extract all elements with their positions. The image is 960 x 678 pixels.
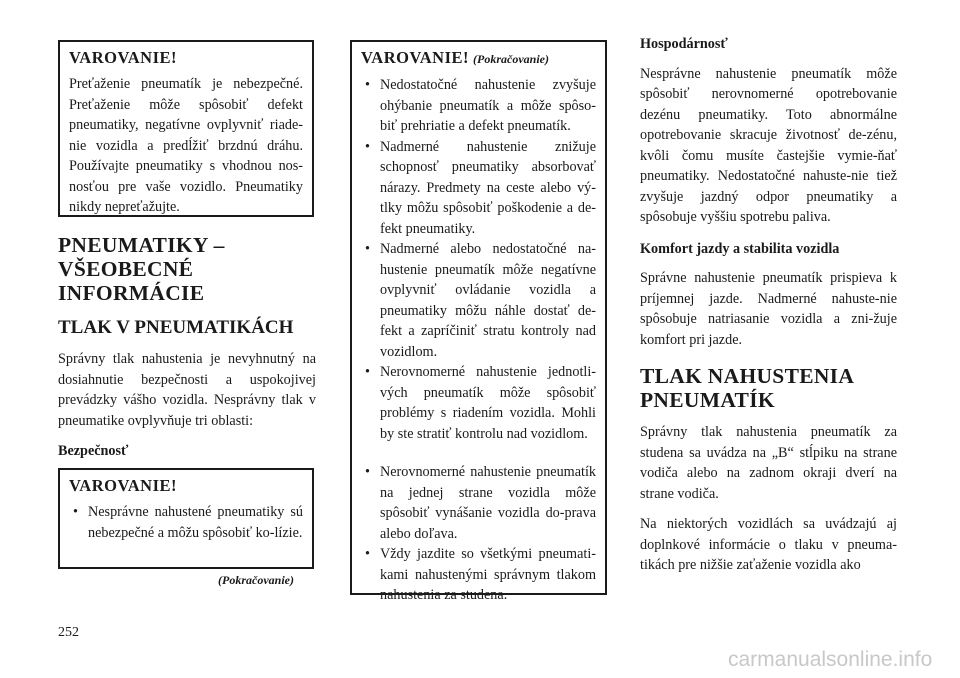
warning-title: VAROVANIE! [69, 48, 177, 67]
economy-text: Nesprávne nahustenie pneumatík môže spôsobiť nerovnomerné opotrebovanie dezénu pneumatiky. Toto abnormálne opotrebovanie skracuje životnosť de-zénu, kvôli čomu musíte častejšie vymie-ňať pneumatiky. Nedostatočné nahuste-nie tiež zvyšuje jazdný odpor pneumatiky a spôsobuje vyššiu spotrebu paliva. [640, 65, 897, 225]
warning-box-overload [58, 40, 314, 217]
warning-title: VAROVANIE! [69, 476, 177, 495]
tire-pressure-intro: Správny tlak nahustenia je nevyhnutný na dosiahnutie bezpečnosti a uspokojivej prevádzky vášho vozidla. Nesprávny tlak v pneumatike ovplyvňuje tri oblasti: [58, 351, 316, 429]
section-title-inflation-pressure: TLAK NAHUSTENIA PNEUMATÍK [640, 364, 853, 412]
warning-item: • Vždy jazdite so všetkými pneumati-kami nahustenými správnym tlakom nahustenia za studena. [361, 544, 596, 606]
watermark: carmanualsonline.info [728, 648, 933, 671]
inflation-para-1: Správny tlak nahustenia pneumatík za studena sa uvádza na „B“ stĺpiku na strane vodiča alebo na zadnom okraji dverí na strane vodiča. [640, 424, 897, 502]
warning-list [69, 502, 303, 543]
safety-label: Bezpečnosť [58, 443, 129, 459]
economy-label: Hospodárnosť [640, 36, 728, 52]
warning-title-text: VAROVANIE! [361, 48, 469, 67]
warning-box-continued [350, 40, 607, 603]
comfort-text: Správne nahustenie pneumatík prispieva k príjemnej jazde. Nadmerné nahuste-nie spôsobuje natriasanie vozidla a zni-žuje komfort pri jazde. [640, 270, 897, 348]
warning-text: Preťaženie pneumatík je nebezpečné. Preťaženie môže spôsobiť defekt pneumatiky, negatívne ovplyvniť riade-nie vozidla a predĺžiť brzdnú dráhu. Používajte pneumatiky s vhodnou nos-nosťou pre vaše vozidlo. Pneumatiky nikdy nepreťažujte. [69, 76, 303, 215]
continued-label: (Pokračovanie) [218, 573, 294, 587]
warning-list [361, 75, 596, 606]
warning-item: • Nesprávne nahustené pneumatiky sú nebezpečné a môžu spôsobiť ko-lízie. [69, 502, 303, 543]
page-number: 252 [58, 625, 79, 640]
warning-title [361, 48, 596, 69]
right-column-body [640, 34, 897, 576]
left-column-body [58, 233, 316, 462]
warning-item: • Nerovnomerné nahustenie jednotli-vých pneumatík môže spôsobiť problémy s riadením vozidla. Mohli by ste stratiť kontrolu nad vozidlom. [361, 362, 596, 444]
subsection-title-tire-pressure: TLAK V PNEUMATIKÁCH [58, 317, 294, 338]
warning-item: • Nerovnomerné nahustenie pneumatík na jednej strane vozidla môže spôsobiť vynášanie vozidla do-prava alebo doľava. [361, 462, 596, 544]
warning-item: • Nadmerné nahustenie znižuje schopnosť pneumatiky absorbovať nárazy. Predmety na ceste alebo vý-tlky môžu spôsobiť poškodenie a de-fekt pneumatiky. [361, 137, 596, 240]
warning-item: • Nadmerné alebo nedostatočné na-hustenie pneumatík môže negatívne ovplyvniť ovládanie vozidla a pneumatiky môžu náhle dostať de-fekt a zapríčiniť stratu kontroly nad vozidlom. [361, 239, 596, 362]
comfort-label: Komfort jazdy a stabilita vozidla [640, 240, 840, 257]
warning-item: • Nedostatočné nahustenie zvyšuje ohýbanie pneumatík a môže spôso-biť prehriatie a defekt pneumatík. [361, 75, 596, 137]
warning-continued-tag: (Pokračovanie) [473, 52, 549, 66]
section-title-tires-general: PNEUMATIKY – VŠEOBECNÉ INFORMÁCIE [58, 233, 225, 305]
inflation-para-2: Na niektorých vozidlách sa uvádzajú aj doplnkové informácie o tlaku v pneuma-tikách pre nižšie zaťaženie vozidla ako [640, 516, 897, 573]
warning-box-improper-inflation [58, 468, 314, 569]
